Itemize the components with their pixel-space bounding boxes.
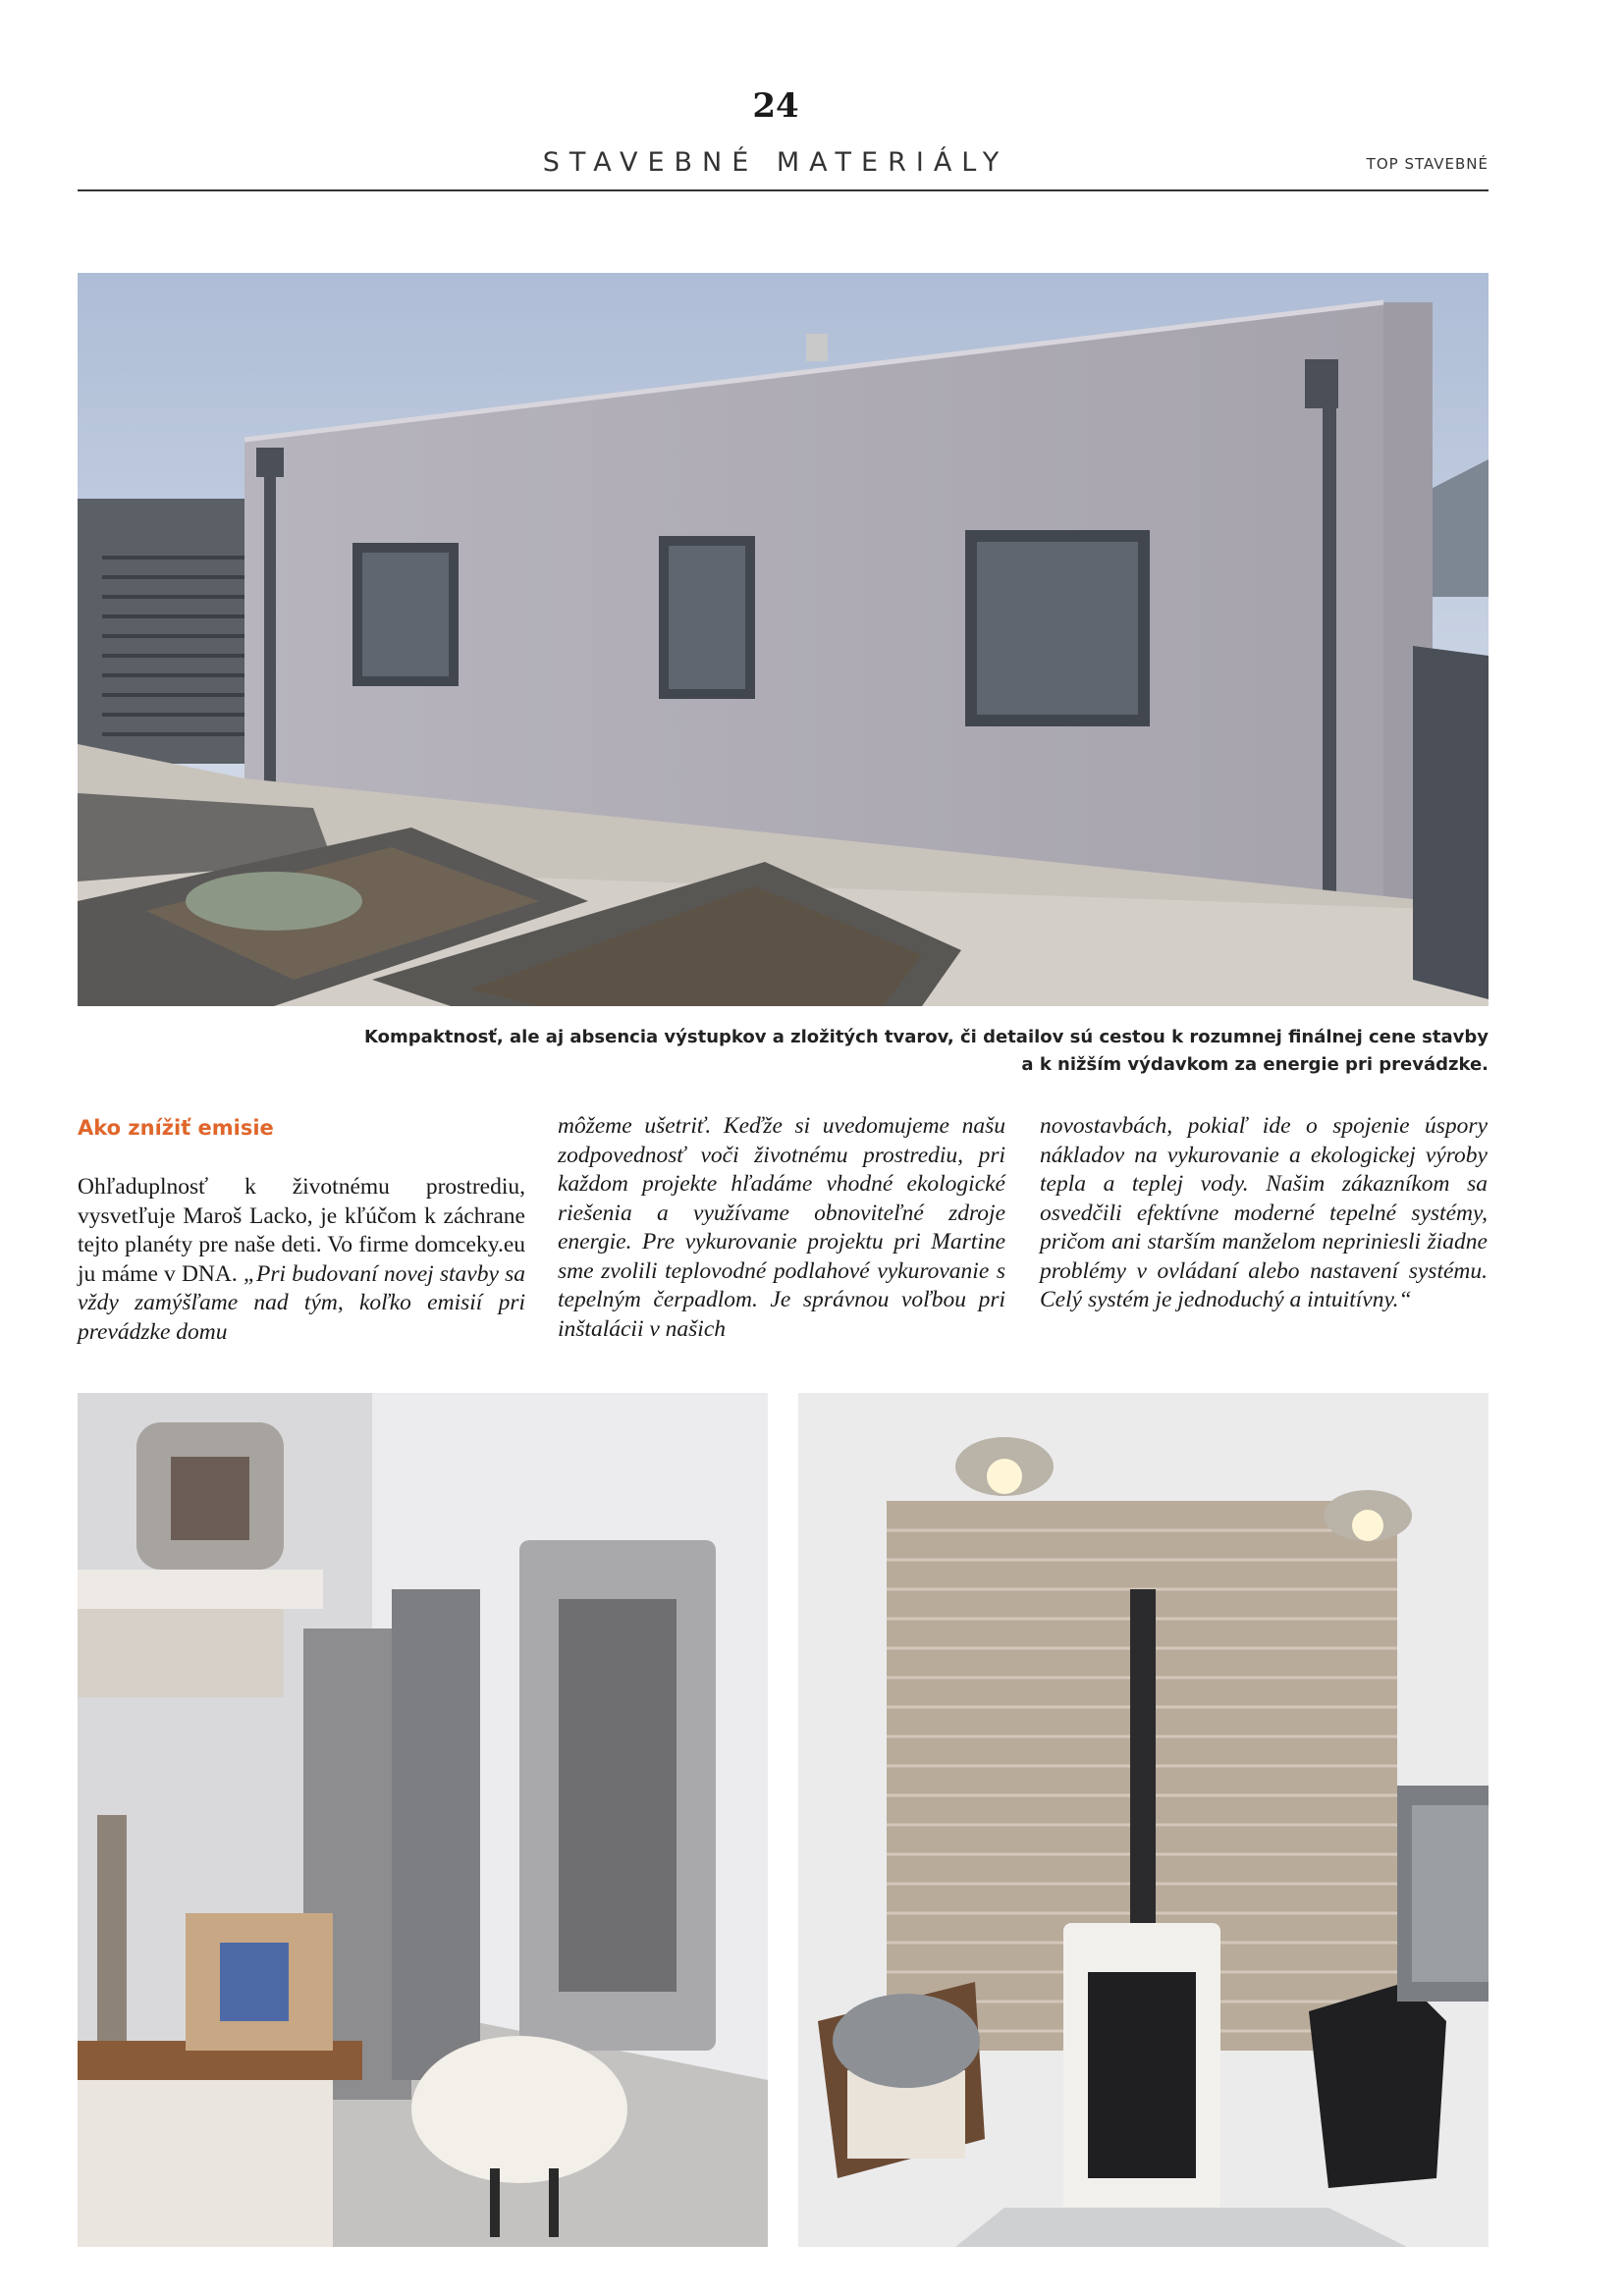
- article-subheading: Ako znížiť emisie: [78, 1116, 274, 1140]
- col2-quote-text: môžeme ušetriť. Keďže si uvedomujeme našu zodpovednosť voči životnému prostrediu, pri každom projekte hľadáme vhodné ekologické riešenia a využívame obnoviteľné zdroje energie. Pre vykurovanie projektu pri Martine sme zvolili teplovodné podlahové vykurovanie s tepelným čerpadlom. Je správnou voľbou pri inštalácii v našich: [558, 1113, 1005, 1342]
- page-number: 24: [752, 86, 799, 126]
- col1-quote-text: „Pri budovaní novej stavby sa vždy zamýšľame nad tým, koľko emisií pri prevádzke domu: [78, 1260, 525, 1345]
- caption-line-1: Kompaktnosť, ale aj absencia výstupkov a zložitých tvarov, či detailov sú cestou k rozumnej finálnej cene stavby: [364, 1027, 1489, 1047]
- house-exterior-photo: [78, 273, 1489, 1006]
- caption-line-2: a k nižším výdavkom za energie pri prevádzke.: [1021, 1054, 1489, 1075]
- article-column-2: [558, 1112, 1005, 1344]
- section-title: STAVEBNÉ MATERIÁLY: [542, 147, 1009, 178]
- stove-room-photo: [798, 1393, 1489, 2247]
- article-column-1: [78, 1112, 525, 1347]
- photo-caption: [310, 1024, 1489, 1079]
- col3-quote-text: novostavbách, pokiaľ ide o spojenie úspory nákladov na vykurovanie a ekologickej výroby tepla a teplej vody. Našim zákazníkom sa osvedčili efektívne moderné tepelné systémy, pričom ani starším manželom nepriniesli žiadne problémy v ovládaní alebo nastavení systému. Celý systém je jednoduchý a intuitívny.“: [1040, 1113, 1488, 1312]
- header-rule: [78, 189, 1489, 191]
- hallway-interior-photo: [78, 1393, 768, 2247]
- article-column-3: [1040, 1112, 1488, 1315]
- section-tag: TOP STAVEBNÉ: [1366, 155, 1489, 173]
- article-paragraph-1: [78, 1173, 525, 1347]
- col1-regular-text: Ohľaduplnosť k životnému prostrediu, vysvetľuje Maroš Lacko, je kľúčom k záchrane tejto planéty pre naše deti. Vo firme domceky.eu ju máme v DNA.: [78, 1174, 525, 1287]
